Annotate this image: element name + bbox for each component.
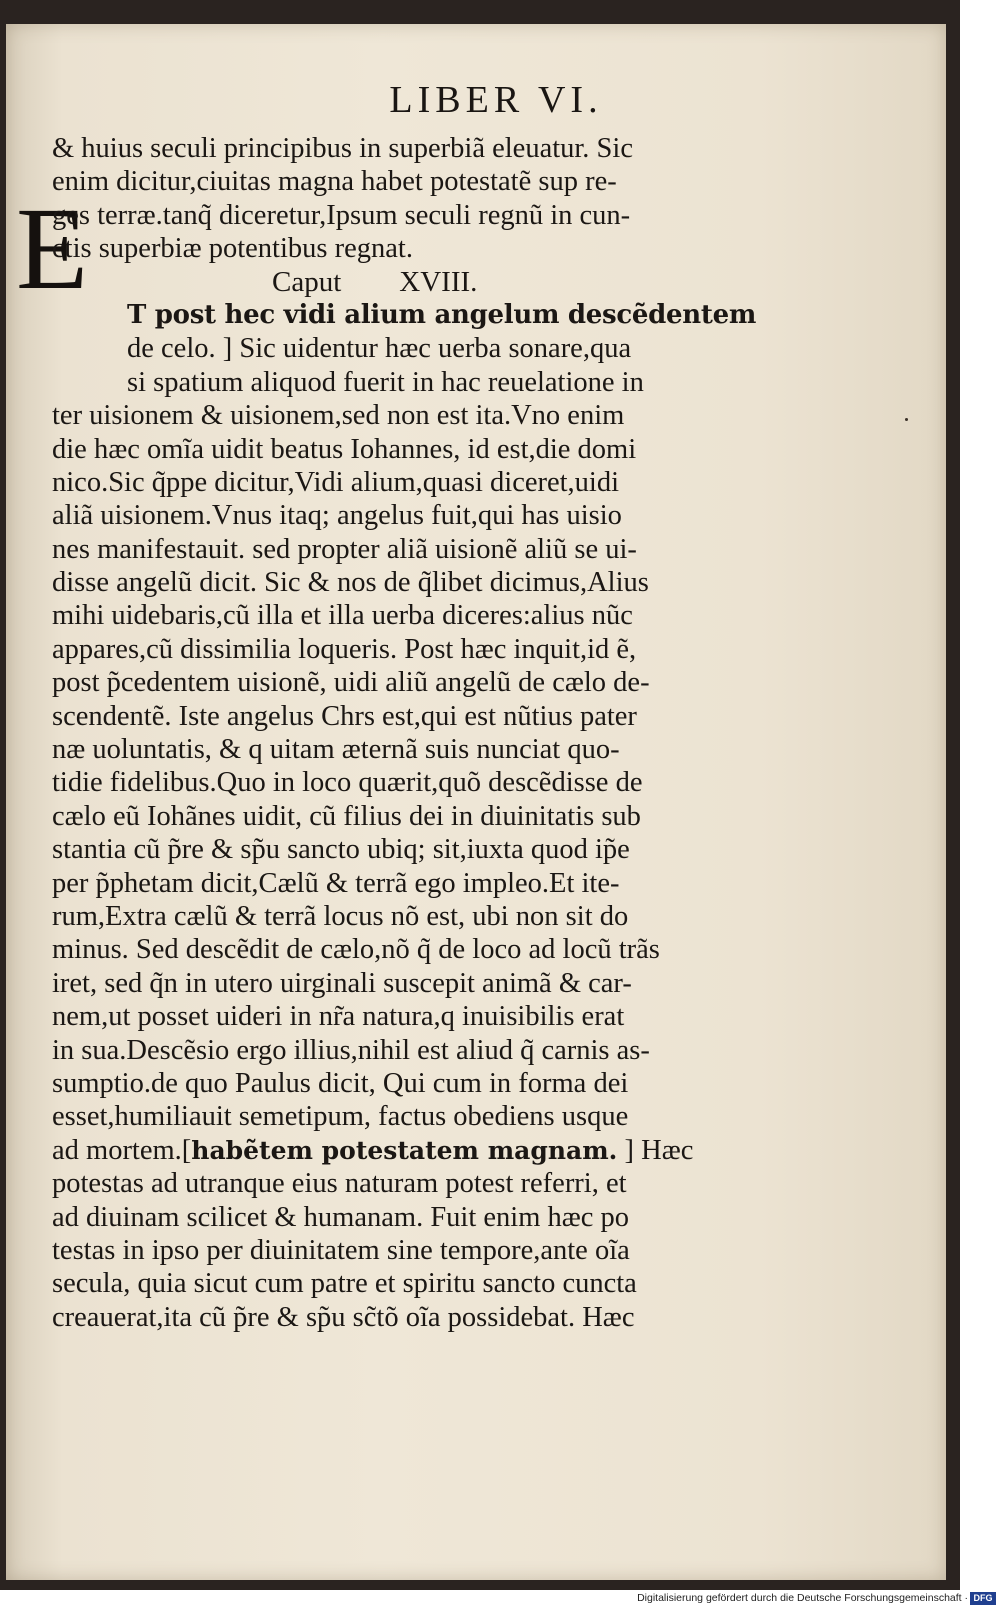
text-line: minus. Sed descẽdit de cælo,nõ q̃ de loco ad locũ trãs bbox=[52, 934, 660, 966]
running-head: LIBER VI. bbox=[389, 79, 603, 121]
text-line: mihi uidebaris,cũ illa et illa uerba diceres:alius nũc bbox=[52, 600, 633, 632]
text-line: scendentẽ. Iste angelus Chrs est,qui est nũtius pater bbox=[52, 700, 637, 732]
text-line: die hæc omĩa uidit beatus Iohannes, id est,die domi bbox=[52, 433, 637, 465]
text-line: iret, sed q̃n in utero uirginali suscepit animã & car- bbox=[52, 967, 632, 999]
text-line: secula, quia sicut cum patre et spiritu sancto cuncta bbox=[52, 1268, 637, 1300]
text-line: esset,humiliauit semetipum, factus obediens usque bbox=[52, 1101, 629, 1133]
text-line: nem,ut posset uideri in nr̃a natura,q inuisibilis erat bbox=[52, 1001, 625, 1033]
text-line: & huius seculi principibus in superbiã eleuatur. Sic bbox=[52, 133, 633, 164]
text-fragment: ] Hæc bbox=[617, 1134, 694, 1166]
text-line: nes manifestauit. sed propter aliã uisionẽ aliũ se ui- bbox=[52, 533, 637, 565]
text-line: ges terræ.tanq̃ diceretur,Ipsum seculi regnũ in cun- bbox=[52, 199, 631, 231]
text-line: sumptio.de quo Paulus dicit, Qui cum in forma dei bbox=[52, 1067, 629, 1099]
footer-credit: Digitalisierung gefördert durch die Deutsche Forschungsgemeinschaft · bbox=[637, 1592, 968, 1604]
text-line: disse angelũ dicit. Sic & nos de q̃libet dicimus,Alius bbox=[52, 567, 649, 599]
text-line: tidie fidelibus.Quo in loco quærit,quõ descẽdisse de bbox=[52, 767, 643, 799]
chapter-heading: Caput XVIII. bbox=[272, 265, 478, 298]
text-line: nico.Sic q̃ppe dicitur,Vidi alium,quasi diceret,uidi bbox=[52, 466, 620, 498]
text-line: ctis superbiæ potentibus regnat. bbox=[52, 233, 413, 265]
text-line: potestas ad utranque eius naturam potest referri, et bbox=[52, 1168, 627, 1200]
paper-speck bbox=[905, 418, 908, 421]
text-line: stantia cũ p̃re & sp̃u sancto ubiq; sit,iuxta quod ip̃e bbox=[52, 834, 630, 866]
dfg-logo: DFG bbox=[970, 1592, 996, 1605]
text-line: aliã uisionem.Vnus itaq; angelus fuit,qui has uisio bbox=[52, 500, 622, 532]
drop-capital: E bbox=[16, 183, 89, 314]
text-line: si spatium aliquod fuerit in hac reuelatione in bbox=[127, 366, 644, 398]
text-line: enim dicitur,ciuitas magna habet potestatẽ sup re- bbox=[52, 166, 617, 198]
book-page bbox=[6, 24, 946, 1580]
text-line: per p̃phetam dicit,Cælũ & terrã ego impleo.Et ite- bbox=[52, 867, 620, 899]
text-line: creauerat,ita cũ p̃re & sp̃u sc̃tõ oĩa possidebat. Hæc bbox=[52, 1301, 635, 1333]
incipit-line: T post hec vidi alium angelum descẽdentem bbox=[127, 299, 757, 330]
text-line: cælo eũ Iohãnes uidit, cũ filius dei in diuinitatis sub bbox=[52, 800, 641, 832]
text-line-mixed bbox=[52, 1134, 772, 1167]
text-line: rum,Extra cælũ & terrã locus nõ est, ubi non sit do bbox=[52, 900, 629, 932]
text-line: de celo. ] Sic uidentur hæc uerba sonare,qua bbox=[127, 333, 632, 365]
text-line: ter uisionem & uisionem,sed non est ita.Vno enim bbox=[52, 400, 625, 432]
text-line: post p̃cedentem uisionẽ, uidi aliũ angelũ de cælo de- bbox=[52, 667, 650, 699]
text-line: appares,cũ dissimilia loqueris. Post hæc inquit,id ẽ, bbox=[52, 633, 637, 665]
text-line: testas in ipso per diuinitatem sine tempore,ante oĩa bbox=[52, 1234, 630, 1266]
text-line: næ uoluntatis, & q uitam æternã suis nunciat quo- bbox=[52, 734, 620, 766]
lemma-fragment: habẽtem potestatem magnam. bbox=[191, 1135, 618, 1165]
text-fragment: ad mortem.[ bbox=[52, 1134, 192, 1166]
text-line: in sua.Descẽsio ergo illius,nihil est aliud q̃ carnis as- bbox=[52, 1034, 650, 1066]
text-line: ad diuinam scilicet & humanam. Fuit enim hæc po bbox=[52, 1201, 630, 1233]
text-block bbox=[52, 132, 772, 1334]
